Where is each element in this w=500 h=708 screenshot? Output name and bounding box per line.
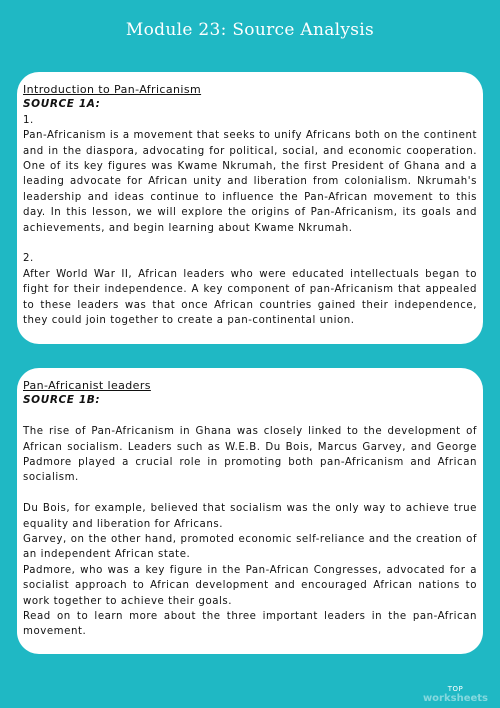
source-label: SOURCE 1B: — [23, 394, 101, 407]
item-number: 1. — [23, 114, 34, 126]
spacer — [23, 409, 477, 424]
brand-name: worksheets — [422, 693, 488, 704]
source-1b-card — [17, 368, 483, 654]
source-paragraph: Du Bois, for example, believed that socialism was the only way to achieve true equality and liberation for Africans. — [23, 503, 477, 530]
page-title: Module 23: Source Analysis — [125, 20, 375, 40]
source-label: SOURCE 1A: — [23, 98, 101, 111]
spacer — [23, 486, 477, 501]
section-heading: Introduction to Pan-Africanism — [23, 83, 202, 96]
section-heading: Pan-Africanist leaders — [23, 379, 151, 392]
source-paragraph: Read on to learn more about the three important leaders in the pan-African movement. — [23, 611, 477, 638]
brand-top: TOP — [447, 685, 464, 693]
source-paragraph: After World War II, African leaders who were educated intellectuals began to fight for their independence. A key component of pan-Africanism that appealed to these leaders was that once African countries gained their independence, they could join together to create a pan-continental union. — [23, 268, 477, 327]
brand-logo — [423, 684, 488, 704]
source-paragraph: Padmore, who was a key figure in the Pan-African Congresses, advocated for a socialist approach to African development and encouraged African nations to work together to achieve their goals. — [23, 564, 477, 607]
source-paragraph: The rise of Pan-Africanism in Ghana was closely linked to the development of African socialism. Leaders such as W.E.B. Du Bois, Marcus Garvey, and George Padmore played a crucial role in promoting both pan-Africanism and African socialism. — [23, 426, 477, 484]
spacer — [23, 236, 477, 251]
source-paragraph: Pan-Africanism is a movement that seeks to unify Africans both on the continent and in the diaspora, advocating for political, social, and economic cooperation. One of its key figures was Kwame Nkrumah, the first President of Ghana and a leading advocate for African unity and liberation from colonialism. Nkrumah's leadership and ideas continue to influence the Pan-African movement to this day. In this lesson, we will explore the origins of Pan-Africanism, its goals and achievements, and begin learning about Kwame Nkrumah. — [23, 130, 478, 234]
source-paragraph: Garvey, on the other hand, promoted economic self-reliance and the creation of an independent African state. — [23, 534, 477, 561]
source-1a-card — [17, 72, 483, 344]
item-number: 2. — [23, 253, 34, 265]
